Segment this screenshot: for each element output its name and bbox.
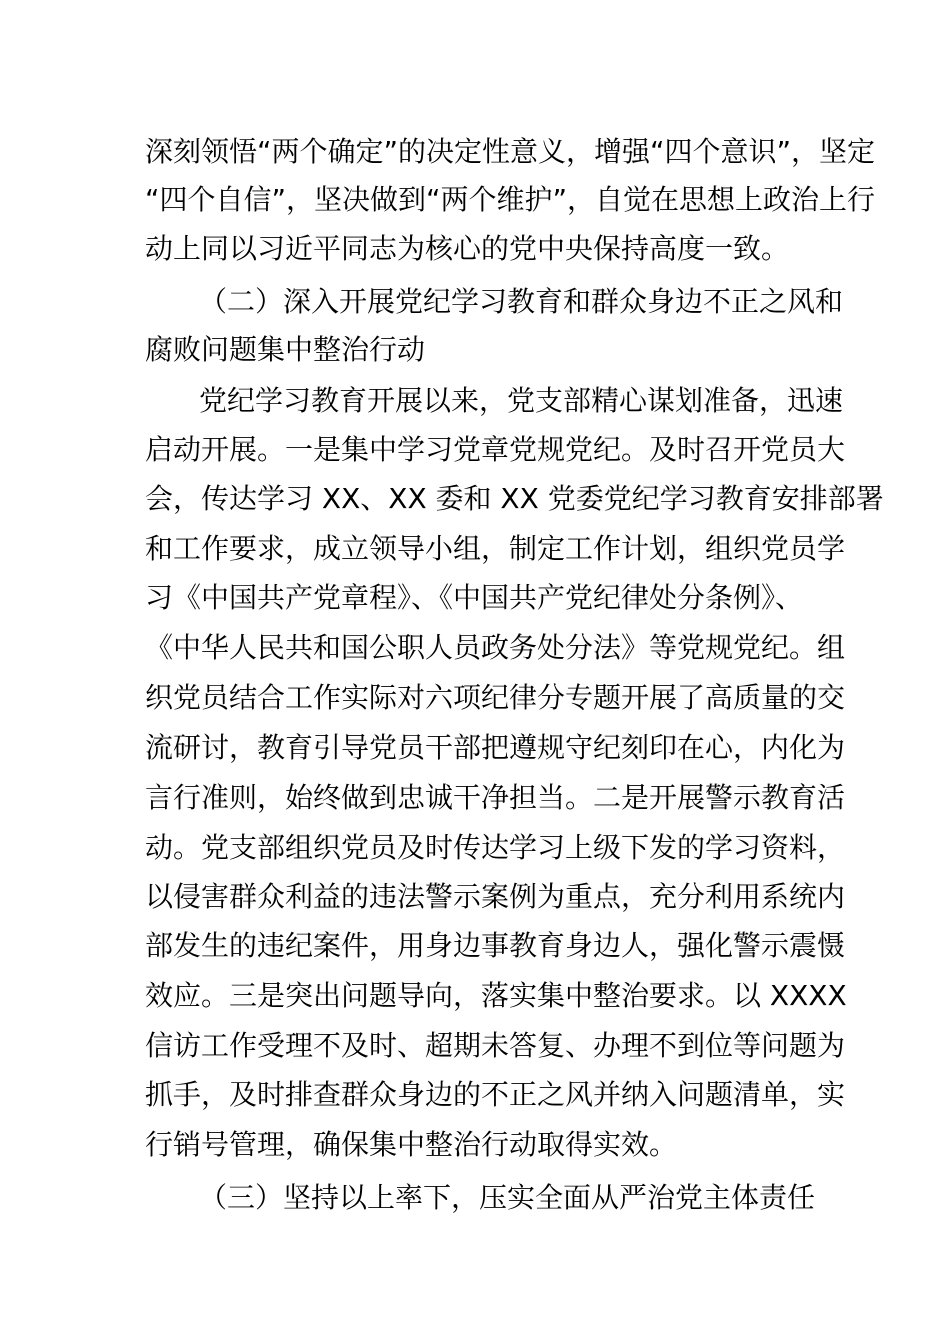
text-line: 信访工作受理不及时、超期未答复、办理不到位等问题为 [145,1029,846,1062]
text-line: 抓手，及时排查群众身边的不正之风并纳入问题清单，实 [145,1078,846,1111]
text-line: 习《中国共产党章程》、《中国共产党纪律处分条例》、 [145,581,804,614]
section-heading: （三）坚持以上率下，压实全面从严治党主体责任 [199,1181,816,1214]
text-line: 会，传达学习 XX、XX 委和 XX 党委党纪学习教育安排部署 [145,482,884,515]
text-line: 党纪学习教育开展以来，党支部精心谋划准备，迅速 [199,384,844,417]
text-line: 效应。三是突出问题导向，落实集中整治要求。以 XXXX [145,979,847,1012]
section-heading: 腐败问题集中整治行动 [145,333,426,366]
text-line: 部发生的违纪案件，用身边事教育身边人，强化警示震慑 [145,929,846,962]
text-line: 流研讨，教育引导党员干部把遵规守纪刻印在心，内化为 [145,731,846,764]
text-line: 织党员结合工作实际对六项纪律分专题开展了高质量的交 [145,681,846,714]
text-line: 动上同以习近平同志为核心的党中央保持高度一致。 [145,232,790,265]
text-line: 以侵害群众利益的违法警示案例为重点，充分利用系统内 [145,880,846,913]
text-line: 启动开展。一是集中学习党章党规党纪。及时召开党员大 [145,433,846,466]
text-line: “四个自信”，坚决做到“两个维护”，自觉在思想上政治上行 [145,183,876,216]
section-heading: （二）深入开展党纪学习教育和群众身边不正之风和 [199,285,844,318]
text-line: 言行准则，始终做到忠诚干净担当。二是开展警示教育活 [145,781,846,814]
text-line: 和工作要求，成立领导小组，制定工作计划，组织党员学 [145,532,846,565]
text-line: 行销号管理，确保集中整治行动取得实效。 [145,1128,678,1161]
text-line: 动。党支部组织党员及时传达学习上级下发的学习资料， [145,831,846,864]
text-line: 深刻领悟“两个确定”的决定性意义，增强“四个意识”，坚定 [145,135,876,168]
text-line: 《中华人民共和国公职人员政务处分法》等党规党纪。组 [145,631,846,664]
